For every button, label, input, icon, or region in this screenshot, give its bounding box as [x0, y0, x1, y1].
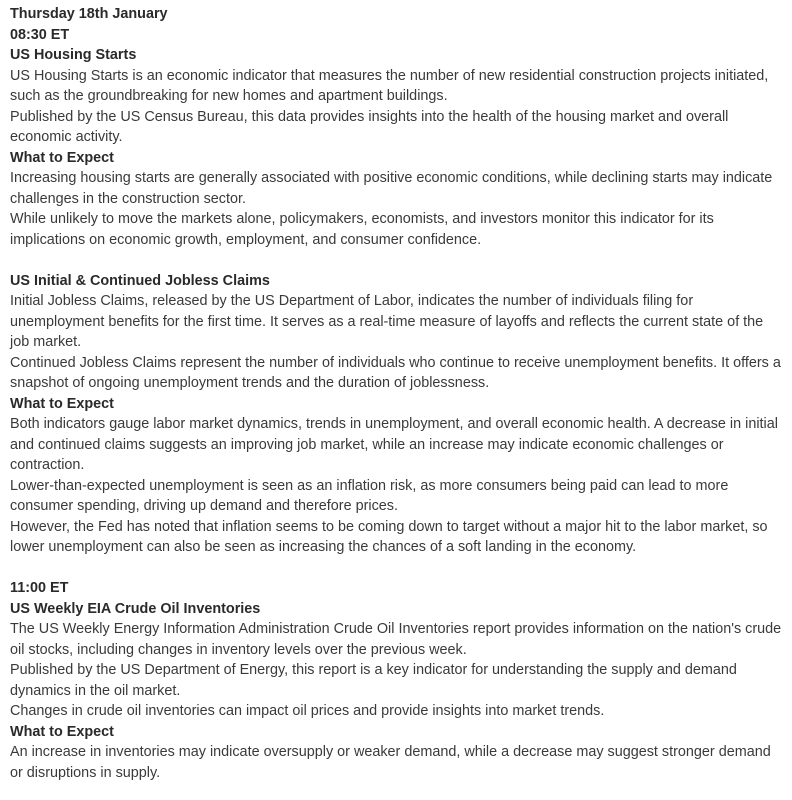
paragraph: However, the Fed has noted that inflation seems to be coming down to target without a major hit to the labor market, so lower unemployment can also be seen as increasing the chances of a soft landing in the economy.	[10, 518, 768, 555]
paragraph: Lower-than-expected unemployment is seen as an inflation risk, as more consumers being paid can lead to more consumer spending, driving up demand and therefore prices.	[10, 477, 729, 514]
section-time: 11:00 ET	[10, 580, 69, 596]
date-heading: Thursday 18th January	[10, 6, 168, 22]
paragraph: Continued Jobless Claims represent the number of individuals who continue to receive unemployment benefits. It offers a snapshot of ongoing unemployment trends and the duration of joblessness.	[10, 354, 781, 391]
section-title: US Weekly EIA Crude Oil Inventories	[10, 600, 261, 617]
section-time: 08:30 ET	[10, 26, 70, 43]
paragraph: Changes in crude oil inventories can impact oil prices and provide insights into market trends.	[10, 703, 605, 719]
section-housing-starts	[10, 25, 786, 251]
paragraph: The US Weekly Energy Information Administration Crude Oil Inventories report provides information on the nation's crude oil stocks, including changes in inventory levels over the previous week.	[10, 621, 782, 658]
what-to-expect-heading: What to Expect	[10, 395, 114, 412]
section-crude-oil-inventories	[10, 578, 786, 783]
paragraph: An increase in inventories may indicate oversupply or weaker demand, while a decrease may suggest stronger demand or disruptions in supply.	[10, 744, 771, 781]
paragraph: While unlikely to move the markets alone, policymakers, economists, and investors monitor this indicator for its implications on economic growth, employment, and consumer confidence.	[10, 211, 714, 248]
section-title: US Initial & Continued Jobless Claims	[10, 272, 270, 289]
section-title: US Housing Starts	[10, 47, 137, 63]
section-jobless-claims	[10, 271, 786, 558]
paragraph: Both indicators gauge labor market dynamics, trends in unemployment, and overall economic health. A decrease in initial and continued claims suggests an improving job market, while an increase may indicate economic challenges or contraction.	[10, 416, 778, 473]
paragraph: Published by the US Department of Energy, this report is a key indicator for understanding the supply and demand dynamics in the oil market.	[10, 662, 737, 699]
paragraph: Initial Jobless Claims, released by the US Department of Labor, indicates the number of individuals filing for unemployment benefits for the first time. It serves as a real-time measure of layoffs and reflects the current state of the job market.	[10, 293, 764, 350]
what-to-expect-heading: What to Expect	[10, 723, 114, 740]
section-spacer	[10, 250, 786, 271]
what-to-expect-heading: What to Expect	[10, 149, 114, 166]
paragraph: US Housing Starts is an economic indicator that measures the number of new residential construction projects initiated, such as the groundbreaking for new homes and apartment buildings.	[10, 67, 769, 104]
section-spacer	[10, 558, 786, 579]
paragraph: Increasing housing starts are generally associated with positive economic conditions, while declining starts may indicate challenges in the construction sector.	[10, 170, 773, 207]
paragraph: Published by the US Census Bureau, this data provides insights into the health of the housing market and overall economic activity.	[10, 108, 729, 145]
